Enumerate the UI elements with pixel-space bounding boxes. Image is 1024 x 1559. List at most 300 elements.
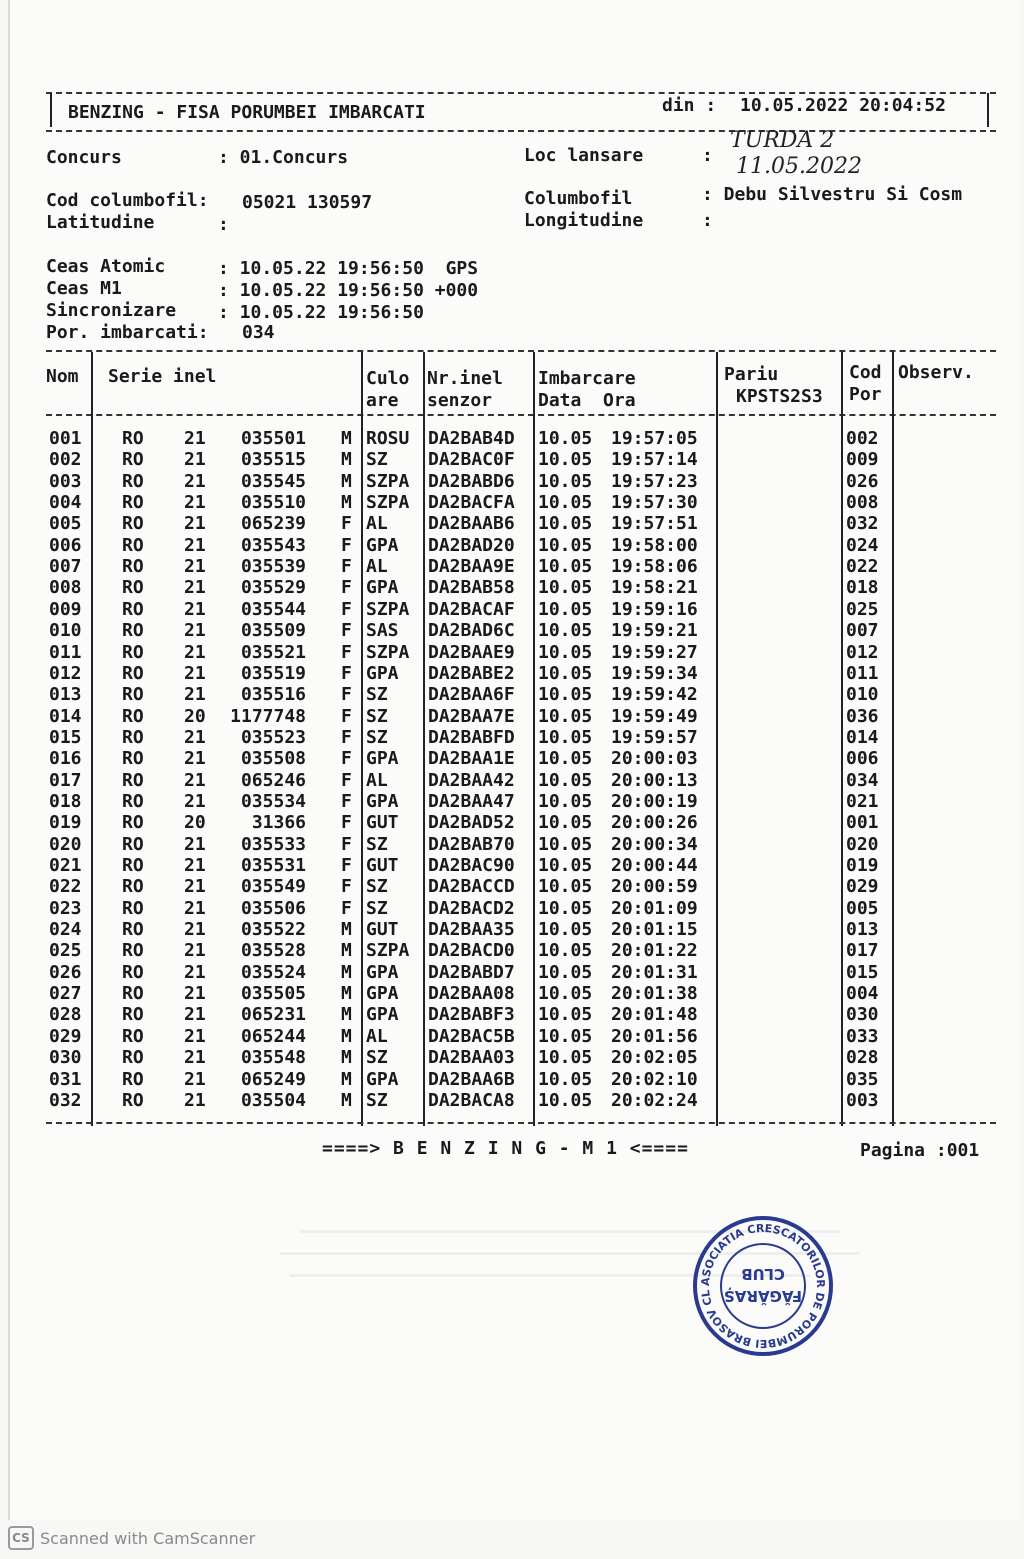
row-sex: F (341, 726, 352, 748)
row-sex: F (341, 705, 352, 727)
table-row (0, 791, 1024, 812)
row-sensor-ring: DA2BAA47 (428, 790, 515, 812)
row-ring-number: 035519 (240, 662, 306, 684)
document-title: BENZING - FISA PORUMBEI IMBARCATI (68, 102, 426, 123)
row-cod-por: 017 (846, 940, 879, 962)
row-date: 10.05 (538, 470, 593, 492)
row-country: RO (122, 577, 144, 599)
row-ring-number: 035545 (240, 470, 306, 492)
row-date: 10.05 (538, 769, 593, 791)
row-nom: 007 (49, 556, 82, 578)
row-ring-number: 065244 (240, 1025, 306, 1047)
row-cod-por: 009 (846, 449, 879, 471)
row-date: 10.05 (538, 1004, 593, 1026)
row-sex: M (341, 919, 352, 941)
camscanner-icon: CS (8, 1526, 34, 1550)
row-cod-por: 024 (846, 534, 879, 556)
row-color: SZPA (366, 641, 410, 663)
row-color: SZ (366, 1047, 388, 1069)
row-sensor-ring: DA2BAA7E (428, 705, 515, 727)
row-cod-por: 002 (846, 428, 879, 449)
row-ring-number: 035522 (240, 919, 306, 941)
row-date: 10.05 (538, 748, 593, 770)
row-sex: M (341, 492, 352, 514)
row-nom: 031 (49, 1068, 82, 1090)
row-color: ROSU (366, 428, 410, 449)
row-color: AL (366, 1025, 388, 1047)
row-sex: F (341, 598, 352, 620)
row-ring-number: 035544 (240, 598, 306, 620)
row-date: 10.05 (538, 534, 593, 556)
row-nom: 021 (49, 855, 82, 876)
row-time: 20:02:10 (611, 1068, 698, 1090)
row-sensor-ring: DA2BAC5B (428, 1025, 515, 1047)
row-country: RO (122, 492, 144, 514)
row-country: RO (122, 940, 144, 962)
row-cod-por: 035 (846, 1068, 879, 1090)
row-time: 19:59:27 (611, 641, 698, 663)
row-sex: F (341, 513, 352, 535)
col-header-imbarcare-1: Imbarcare (538, 368, 636, 389)
row-sensor-ring: DA2BAD6C (428, 620, 515, 642)
row-nom: 022 (49, 876, 82, 898)
row-nom: 015 (49, 726, 82, 748)
row-time: 20:02:05 (611, 1047, 698, 1069)
row-sensor-ring: DA2BAA6F (428, 684, 515, 706)
row-nom: 025 (49, 940, 82, 962)
table-row (0, 1004, 1024, 1025)
row-date: 10.05 (538, 812, 593, 834)
table-row (0, 727, 1024, 748)
row-color: GPA (366, 961, 399, 983)
row-ring-number: 065249 (240, 1068, 306, 1090)
row-date: 10.05 (538, 1025, 593, 1047)
row-ring-number: 035521 (240, 641, 306, 663)
row-time: 20:00:19 (611, 790, 698, 812)
longitudine-label: Longitudine (524, 210, 644, 231)
row-time: 20:02:24 (611, 1089, 698, 1111)
table-row (0, 449, 1024, 470)
concurs-label: Concurs (46, 147, 122, 168)
table-row (0, 1069, 1024, 1090)
row-cod-por: 019 (846, 855, 879, 876)
table-row (0, 577, 1024, 598)
row-time: 20:00:44 (611, 855, 698, 876)
row-country: RO (122, 897, 144, 919)
row-color: SZ (366, 726, 388, 748)
row-country: RO (122, 983, 144, 1005)
row-sensor-ring: DA2BACA8 (428, 1089, 515, 1111)
row-sex: M (341, 940, 352, 962)
row-ring-number: 1177748 (230, 705, 306, 727)
row-year: 21 (184, 684, 206, 706)
row-cod-por: 030 (846, 1004, 879, 1026)
row-time: 19:57:23 (611, 470, 698, 492)
row-color: AL (366, 513, 388, 535)
row-date: 10.05 (538, 961, 593, 983)
row-country: RO (122, 449, 144, 471)
row-sex: F (341, 556, 352, 578)
page-number: Pagina :001 (860, 1140, 980, 1161)
row-ring-number: 035534 (240, 790, 306, 812)
row-sensor-ring: DA2BAAB6 (428, 513, 515, 535)
document-date: 10.05.2022 20:04:52 (740, 95, 946, 116)
row-sex: F (341, 812, 352, 834)
header-bottom-rule (46, 130, 996, 132)
row-year: 21 (184, 748, 206, 770)
row-ring-number: 035524 (240, 961, 306, 983)
row-time: 20:01:15 (611, 919, 698, 941)
row-year: 21 (184, 769, 206, 791)
row-color: GPA (366, 534, 399, 556)
row-sex: F (341, 790, 352, 812)
row-sex: M (341, 1089, 352, 1111)
table-row (0, 919, 1024, 940)
row-sensor-ring: DA2BAAE9 (428, 641, 515, 663)
row-color: GPA (366, 748, 399, 770)
row-color: SZ (366, 833, 388, 855)
table-row (0, 513, 1024, 534)
row-country: RO (122, 726, 144, 748)
row-ring-number: 035543 (240, 534, 306, 556)
row-time: 20:01:48 (611, 1004, 698, 1026)
col-header-culoare-2: are (366, 390, 399, 411)
row-date: 10.05 (538, 556, 593, 578)
row-time: 19:59:57 (611, 726, 698, 748)
row-color: GPA (366, 577, 399, 599)
col-header-pariu-2: KPSTS2S3 (736, 386, 823, 407)
row-sensor-ring: DA2BABFD (428, 726, 515, 748)
row-cod-por: 026 (846, 470, 879, 492)
row-country: RO (122, 961, 144, 983)
col-header-serie: Serie inel (108, 366, 217, 387)
row-year: 21 (184, 790, 206, 812)
row-year: 21 (184, 577, 206, 599)
row-sex: M (341, 1004, 352, 1026)
row-time: 19:58:00 (611, 534, 698, 556)
row-year: 21 (184, 449, 206, 471)
row-cod-por: 005 (846, 897, 879, 919)
club-stamp (692, 1215, 834, 1357)
row-time: 20:00:03 (611, 748, 698, 770)
row-country: RO (122, 876, 144, 898)
row-sex: F (341, 641, 352, 663)
handwritten-date: 11.05.2022 (736, 154, 862, 179)
row-country: RO (122, 1025, 144, 1047)
row-country: RO (122, 790, 144, 812)
row-cod-por: 003 (846, 1089, 879, 1111)
row-cod-por: 011 (846, 662, 879, 684)
row-sensor-ring: DA2BABD6 (428, 470, 515, 492)
row-nom: 002 (49, 449, 82, 471)
row-sensor-ring: DA2BACCD (428, 876, 515, 898)
row-year: 21 (184, 662, 206, 684)
row-date: 10.05 (538, 684, 593, 706)
col-header-culoare-1: Culo (366, 368, 410, 389)
row-year: 21 (184, 492, 206, 514)
row-sex: M (341, 1047, 352, 1069)
row-ring-number: 035508 (240, 748, 306, 770)
row-date: 10.05 (538, 641, 593, 663)
row-ring-number: 065231 (240, 1004, 306, 1026)
row-time: 19:59:16 (611, 598, 698, 620)
row-time: 19:57:14 (611, 449, 698, 471)
row-cod-por: 010 (846, 684, 879, 706)
row-country: RO (122, 620, 144, 642)
row-time: 19:59:34 (611, 662, 698, 684)
row-nom: 024 (49, 919, 82, 941)
row-sensor-ring: DA2BACD0 (428, 940, 515, 962)
row-cod-por: 034 (846, 769, 879, 791)
concurs-value: : 01.Concurs (218, 147, 349, 168)
table-row (0, 1026, 1024, 1047)
row-year: 21 (184, 726, 206, 748)
ceas-m1-value: : 10.05.22 19:56:50 +000 (218, 280, 479, 301)
row-color: GPA (366, 983, 399, 1005)
row-cod-por: 021 (846, 790, 879, 812)
row-time: 19:57:05 (611, 428, 698, 449)
svg-text:CLUB: CLUB (741, 1265, 785, 1283)
ceas-atomic-label: Ceas Atomic (46, 256, 166, 277)
latitudine-label: Latitudine (46, 212, 155, 233)
row-date: 10.05 (538, 705, 593, 727)
row-country: RO (122, 919, 144, 941)
row-sensor-ring: DA2BAD20 (428, 534, 515, 556)
table-row (0, 642, 1024, 663)
row-cod-por: 001 (846, 812, 879, 834)
col-header-cod-1: Cod (849, 362, 882, 383)
row-country: RO (122, 1089, 144, 1111)
row-sex: F (341, 897, 352, 919)
row-cod-por: 006 (846, 748, 879, 770)
row-color: SZ (366, 1089, 388, 1111)
row-year: 21 (184, 556, 206, 578)
row-country: RO (122, 470, 144, 492)
row-country: RO (122, 1004, 144, 1026)
row-year: 21 (184, 919, 206, 941)
row-sensor-ring: DA2BACFA (428, 492, 515, 514)
row-sex: F (341, 577, 352, 599)
row-nom: 010 (49, 620, 82, 642)
table-row (0, 684, 1024, 705)
row-nom: 014 (49, 705, 82, 727)
row-color: SZPA (366, 940, 410, 962)
row-date: 10.05 (538, 577, 593, 599)
row-nom: 018 (49, 790, 82, 812)
table-row (0, 535, 1024, 556)
row-cod-por: 007 (846, 620, 879, 642)
row-ring-number: 035529 (240, 577, 306, 599)
stamp-seal-icon (692, 1215, 834, 1357)
col-header-nom: Nom (46, 366, 79, 387)
row-year: 21 (184, 1089, 206, 1111)
row-ring-number: 035506 (240, 897, 306, 919)
row-country: RO (122, 769, 144, 791)
row-date: 10.05 (538, 940, 593, 962)
row-color: SZPA (366, 492, 410, 514)
row-date: 10.05 (538, 876, 593, 898)
row-country: RO (122, 1047, 144, 1069)
row-sensor-ring: DA2BAC90 (428, 855, 515, 876)
row-date: 10.05 (538, 492, 593, 514)
row-sex: M (341, 1025, 352, 1047)
row-sex: M (341, 470, 352, 492)
row-year: 21 (184, 897, 206, 919)
table-row (0, 1090, 1024, 1111)
table-row (0, 428, 1024, 449)
row-sex: F (341, 833, 352, 855)
row-sensor-ring: DA2BAA03 (428, 1047, 515, 1069)
header-right-border (987, 93, 989, 127)
row-country: RO (122, 556, 144, 578)
row-color: GUT (366, 919, 399, 941)
row-date: 10.05 (538, 897, 593, 919)
footer-brand: ====> B E N Z I N G - M 1 <==== (322, 1138, 689, 1159)
row-time: 20:01:22 (611, 940, 698, 962)
row-color: GPA (366, 1068, 399, 1090)
row-color: GUT (366, 855, 399, 876)
row-sensor-ring: DA2BAA08 (428, 983, 515, 1005)
row-ring-number: 035509 (240, 620, 306, 642)
row-nom: 027 (49, 983, 82, 1005)
table-row (0, 855, 1024, 876)
row-nom: 004 (49, 492, 82, 514)
latitudine-sep: : (218, 214, 229, 235)
row-date: 10.05 (538, 449, 593, 471)
row-date: 10.05 (538, 790, 593, 812)
row-time: 20:01:38 (611, 983, 698, 1005)
row-year: 21 (184, 1047, 206, 1069)
row-sex: F (341, 855, 352, 876)
row-country: RO (122, 534, 144, 556)
table-row (0, 1047, 1024, 1068)
row-nom: 005 (49, 513, 82, 535)
row-country: RO (122, 705, 144, 727)
row-ring-number: 065246 (240, 769, 306, 791)
row-country: RO (122, 513, 144, 535)
row-country: RO (122, 748, 144, 770)
table-bottom-rule (46, 1122, 996, 1124)
columbofil-label: Columbofil (524, 188, 633, 209)
loc-lansare-label: Loc lansare (524, 145, 644, 166)
row-date: 10.05 (538, 1068, 593, 1090)
table-row (0, 663, 1024, 684)
row-year: 20 (184, 812, 206, 834)
table-row (0, 620, 1024, 641)
row-date: 10.05 (538, 983, 593, 1005)
svg-text:FĂGĂRAȘ: FĂGĂRAȘ (723, 1287, 803, 1305)
table-row (0, 834, 1024, 855)
header-top-rule (46, 92, 996, 94)
cod-columbofil-value: 05021 130597 (242, 192, 373, 213)
handwritten-location: TURDA 2 (730, 128, 835, 153)
row-cod-por: 025 (846, 598, 879, 620)
row-country: RO (122, 812, 144, 834)
row-ring-number: 035528 (240, 940, 306, 962)
row-time: 19:57:30 (611, 492, 698, 514)
row-country: RO (122, 833, 144, 855)
row-sex: F (341, 748, 352, 770)
row-cod-por: 022 (846, 556, 879, 578)
row-sensor-ring: DA2BAB70 (428, 833, 515, 855)
table-row (0, 471, 1024, 492)
row-ring-number: 035501 (240, 428, 306, 449)
row-year: 21 (184, 1025, 206, 1047)
row-ring-number: 065239 (240, 513, 306, 535)
row-sex: F (341, 876, 352, 898)
row-sensor-ring: DA2BACD2 (428, 897, 515, 919)
row-year: 21 (184, 876, 206, 898)
row-sex: M (341, 1068, 352, 1090)
row-nom: 020 (49, 833, 82, 855)
ceas-m1-label: Ceas M1 (46, 278, 122, 299)
row-nom: 026 (49, 961, 82, 983)
table-row (0, 492, 1024, 513)
row-time: 19:58:06 (611, 556, 698, 578)
row-ring-number: 035548 (240, 1047, 306, 1069)
row-sex: M (341, 961, 352, 983)
row-nom: 011 (49, 641, 82, 663)
row-cod-por: 029 (846, 876, 879, 898)
row-ring-number: 035504 (240, 1089, 306, 1111)
row-time: 20:00:59 (611, 876, 698, 898)
row-color: AL (366, 556, 388, 578)
row-nom: 023 (49, 897, 82, 919)
row-date: 10.05 (538, 919, 593, 941)
table-row (0, 898, 1024, 919)
row-ring-number: 035533 (240, 833, 306, 855)
row-sensor-ring: DA2BAA35 (428, 919, 515, 941)
row-nom: 032 (49, 1089, 82, 1111)
row-country: RO (122, 855, 144, 876)
row-year: 21 (184, 1068, 206, 1090)
row-nom: 017 (49, 769, 82, 791)
row-time: 20:00:34 (611, 833, 698, 855)
row-date: 10.05 (538, 428, 593, 449)
row-year: 21 (184, 855, 206, 876)
row-nom: 006 (49, 534, 82, 556)
col-header-cod-2: Por (849, 384, 882, 405)
row-cod-por: 028 (846, 1047, 879, 1069)
row-sex: M (341, 428, 352, 449)
row-color: GPA (366, 662, 399, 684)
row-date: 10.05 (538, 833, 593, 855)
row-time: 19:59:21 (611, 620, 698, 642)
table-row (0, 748, 1024, 769)
row-nom: 016 (49, 748, 82, 770)
row-time: 20:01:09 (611, 897, 698, 919)
sincronizare-label: Sincronizare (46, 300, 177, 321)
table-row (0, 876, 1024, 897)
row-sex: F (341, 769, 352, 791)
row-color: SZ (366, 449, 388, 471)
row-sensor-ring: DA2BAA6B (428, 1068, 515, 1090)
row-year: 21 (184, 1004, 206, 1026)
longitudine-sep: : (702, 210, 713, 231)
row-ring-number: 035531 (240, 855, 306, 876)
ceas-atomic-value: : 10.05.22 19:56:50 GPS (218, 258, 479, 279)
row-color: AL (366, 769, 388, 791)
row-year: 21 (184, 833, 206, 855)
col-header-pariu-1: Pariu (724, 364, 779, 385)
row-date: 10.05 (538, 1089, 593, 1111)
col-header-nrinel-2: senzor (427, 390, 493, 411)
row-year: 21 (184, 513, 206, 535)
row-date: 10.05 (538, 855, 593, 876)
row-sensor-ring: DA2BAA1E (428, 748, 515, 770)
columbofil-value: : Debu Silvestru Si Cosm (702, 184, 963, 205)
table-top-rule (46, 350, 996, 352)
